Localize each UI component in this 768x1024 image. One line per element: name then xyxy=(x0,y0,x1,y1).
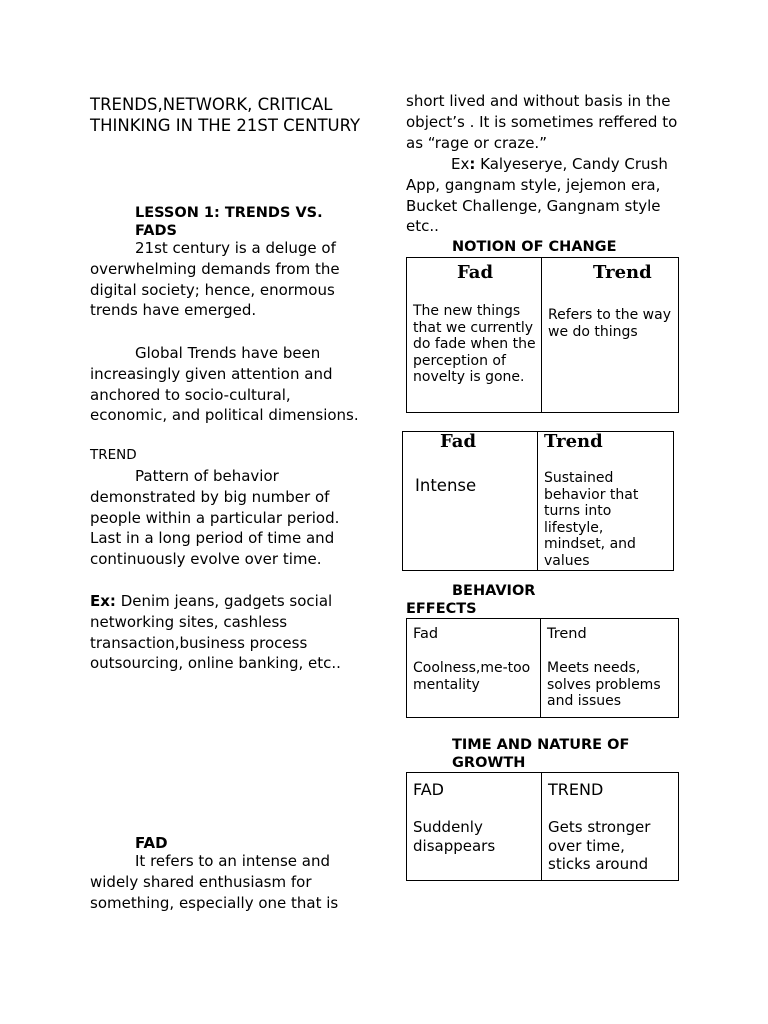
notion-trend-text: Refers to the way we do things xyxy=(548,307,671,340)
fad-examples-label: Ex xyxy=(451,155,470,173)
notion-fad-text: The new things that we currently do fade when the perception of novelty is gone. xyxy=(413,303,536,386)
intensity-fad-text: Intense xyxy=(415,476,477,495)
document-title: TRENDS,NETWORK, CRITICAL THINKING IN THE 21ST CENTURY xyxy=(90,95,361,135)
trend-examples-label: Ex: xyxy=(90,592,116,610)
trend-label: TREND xyxy=(90,447,137,463)
trend-examples-text: Denim jeans, gadgets social networking sites, cashless transaction,business process outsourcing, online banking, etc.. xyxy=(90,592,341,673)
behavior-fad-header: Fad xyxy=(413,626,439,642)
fad-examples-colon: : xyxy=(469,155,476,173)
intensity-trend-text: Sustained behavior that turns into lifestyle, mindset, and values xyxy=(544,470,639,569)
fad-examples-text: App, gangnam style, jejemon era, Bucket Challenge, Gangnam style etc.. xyxy=(406,175,661,236)
global-trends-paragraph: Global Trends have been increasingly given attention and anchored to socio-cultural, economic, and political dimensions. xyxy=(90,344,359,425)
fad-examples xyxy=(406,154,678,237)
behavior-effects-heading: BEHAVIOR EFFECTS xyxy=(406,583,536,617)
fad-definition: It refers to an intense and widely shared enthusiasm for something, especially one that is xyxy=(90,852,339,912)
intro-paragraph: 21st century is a deluge of overwhelming demands from the digital society; hence, enormous trends have emerged. xyxy=(90,239,340,320)
intensity-fad-header: Fad xyxy=(440,431,477,452)
lesson-heading: LESSON 1: TRENDS VS. FADS xyxy=(135,205,323,239)
intensity-trend-header: Trend xyxy=(544,431,603,452)
growth-table xyxy=(406,772,679,881)
behavior-table xyxy=(406,618,679,718)
fad-continuation: short lived and without basis in the object’s . It is sometimes reffered to as “rage or craze.” xyxy=(406,92,678,152)
behavior-trend-header: Trend xyxy=(547,626,587,642)
fad-examples-first-line: Kalyeserye, Candy Crush xyxy=(475,155,668,173)
behavior-fad-text: Coolness,me-too mentality xyxy=(413,660,531,693)
growth-trend-header: TREND xyxy=(548,780,604,799)
trend-examples xyxy=(90,591,355,674)
notion-trend-header: Trend xyxy=(593,262,652,283)
notion-table xyxy=(406,257,679,413)
time-growth-heading: TIME AND NATURE OF GROWTH xyxy=(452,737,630,771)
growth-fad-text: Suddenly disappears xyxy=(413,818,496,855)
notion-of-change-heading: NOTION OF CHANGE xyxy=(452,239,617,255)
trend-definition: Pattern of behavior demonstrated by big number of people within a particular period. Last in a long period of time and continuously evolve over time. xyxy=(90,467,340,569)
fad-heading: FAD xyxy=(135,834,168,852)
growth-fad-header: FAD xyxy=(413,780,444,799)
intensity-table xyxy=(402,431,674,571)
growth-trend-text: Gets stronger over time, sticks around xyxy=(548,818,651,873)
notion-fad-header: Fad xyxy=(457,262,494,283)
behavior-trend-text: Meets needs, solves problems and issues xyxy=(547,660,661,710)
